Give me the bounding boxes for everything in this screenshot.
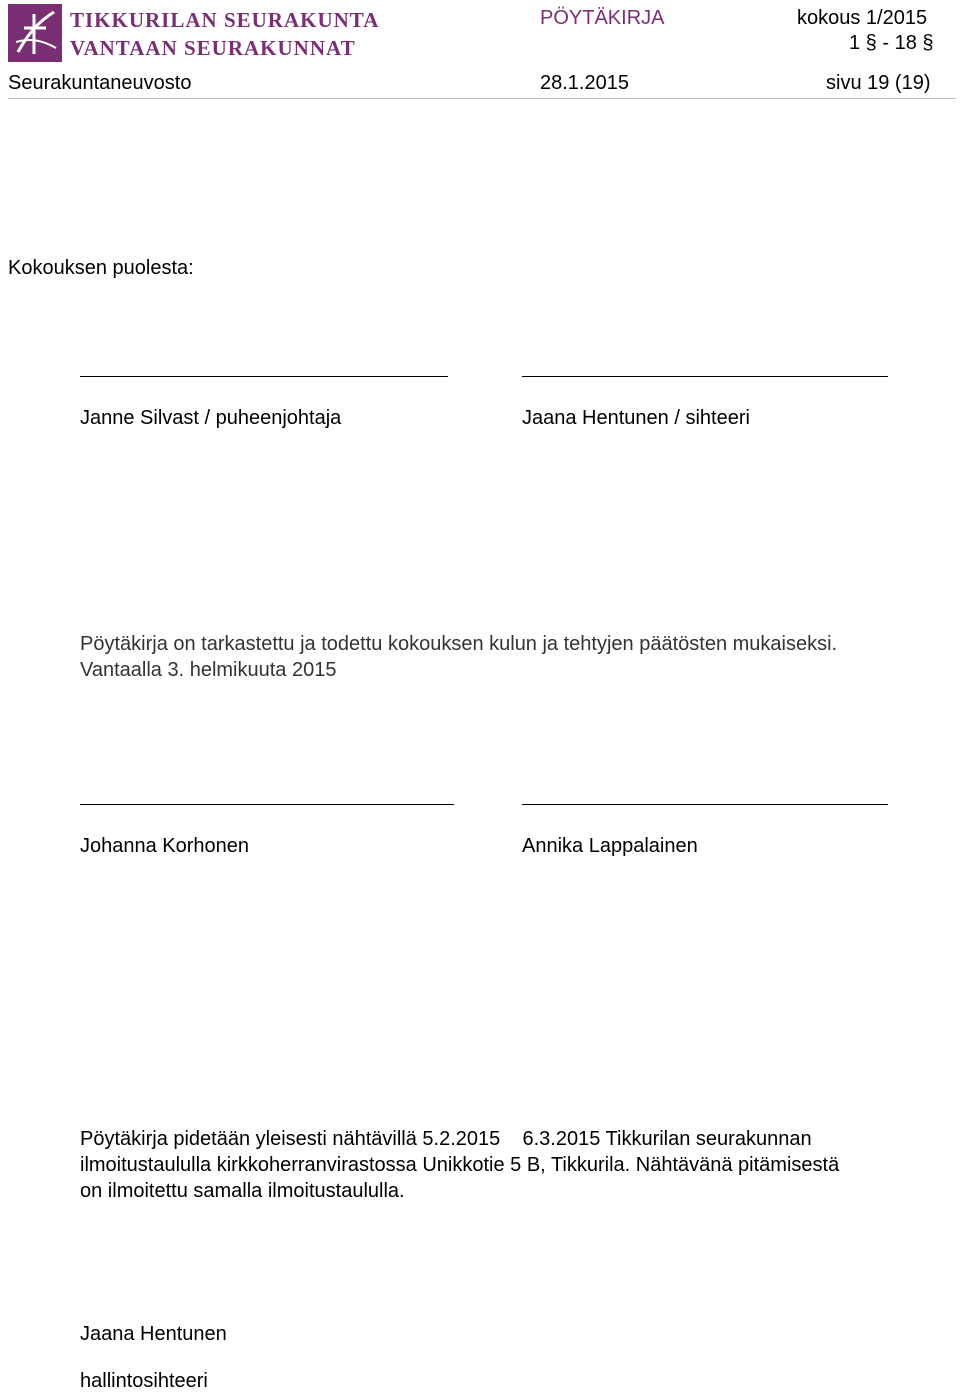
final-signer-name: Jaana Hentunen xyxy=(80,1323,227,1345)
church-logo-icon xyxy=(8,4,62,62)
on-behalf-label: Kokouksen puolesta: xyxy=(8,257,194,279)
signer-chair: Janne Silvast / puheenjohtaja xyxy=(80,407,342,429)
logo-line-2: VANTAAN SEURAKUNNAT xyxy=(70,36,356,60)
meeting-date: 28.1.2015 xyxy=(540,72,629,94)
signer-secretary: Jaana Hentunen / sihteeri xyxy=(522,407,750,429)
notice-line-1: Pöytäkirja pidetään yleisesti nähtävillä 5.2.2015 6.3.2015 Tikkurilan seurakunnan xyxy=(80,1128,812,1150)
signature-line-checker-1 xyxy=(80,804,454,805)
checker-1: Johanna Korhonen xyxy=(80,835,250,857)
signature-line-secretary xyxy=(522,376,888,377)
check-place-date: Vantaalla 3. helmikuuta 2015 xyxy=(80,659,337,681)
notice-line-3: on ilmoitettu samalla ilmoitustaululla. xyxy=(80,1180,405,1202)
notice-line-2: ilmoitustaululla kirkkoherranvirastossa Unikkotie 5 B, Tikkurila. Nähtävänä pitämisestä xyxy=(80,1154,840,1176)
document-type: PÖYTÄKIRJA xyxy=(540,7,665,29)
check-statement: Pöytäkirja on tarkastettu ja todettu kokouksen kulun ja tehtyjen päätösten mukaiseksi. xyxy=(80,633,838,655)
checker-2: Annika Lappalainen xyxy=(522,835,698,857)
signature-line-chair xyxy=(80,376,448,377)
meeting-number: kokous 1/2015 xyxy=(797,7,928,29)
final-signer-title: hallintosihteeri xyxy=(80,1370,208,1392)
organ-name: Seurakuntaneuvosto xyxy=(8,72,192,94)
signature-line-checker-2 xyxy=(522,804,888,805)
section-range: 1 § - 18 § xyxy=(849,32,934,54)
page-number: sivu 19 (19) xyxy=(826,72,931,94)
logo-line-1: TIKKURILAN SEURAKUNTA xyxy=(70,8,380,32)
header-divider xyxy=(8,98,956,99)
